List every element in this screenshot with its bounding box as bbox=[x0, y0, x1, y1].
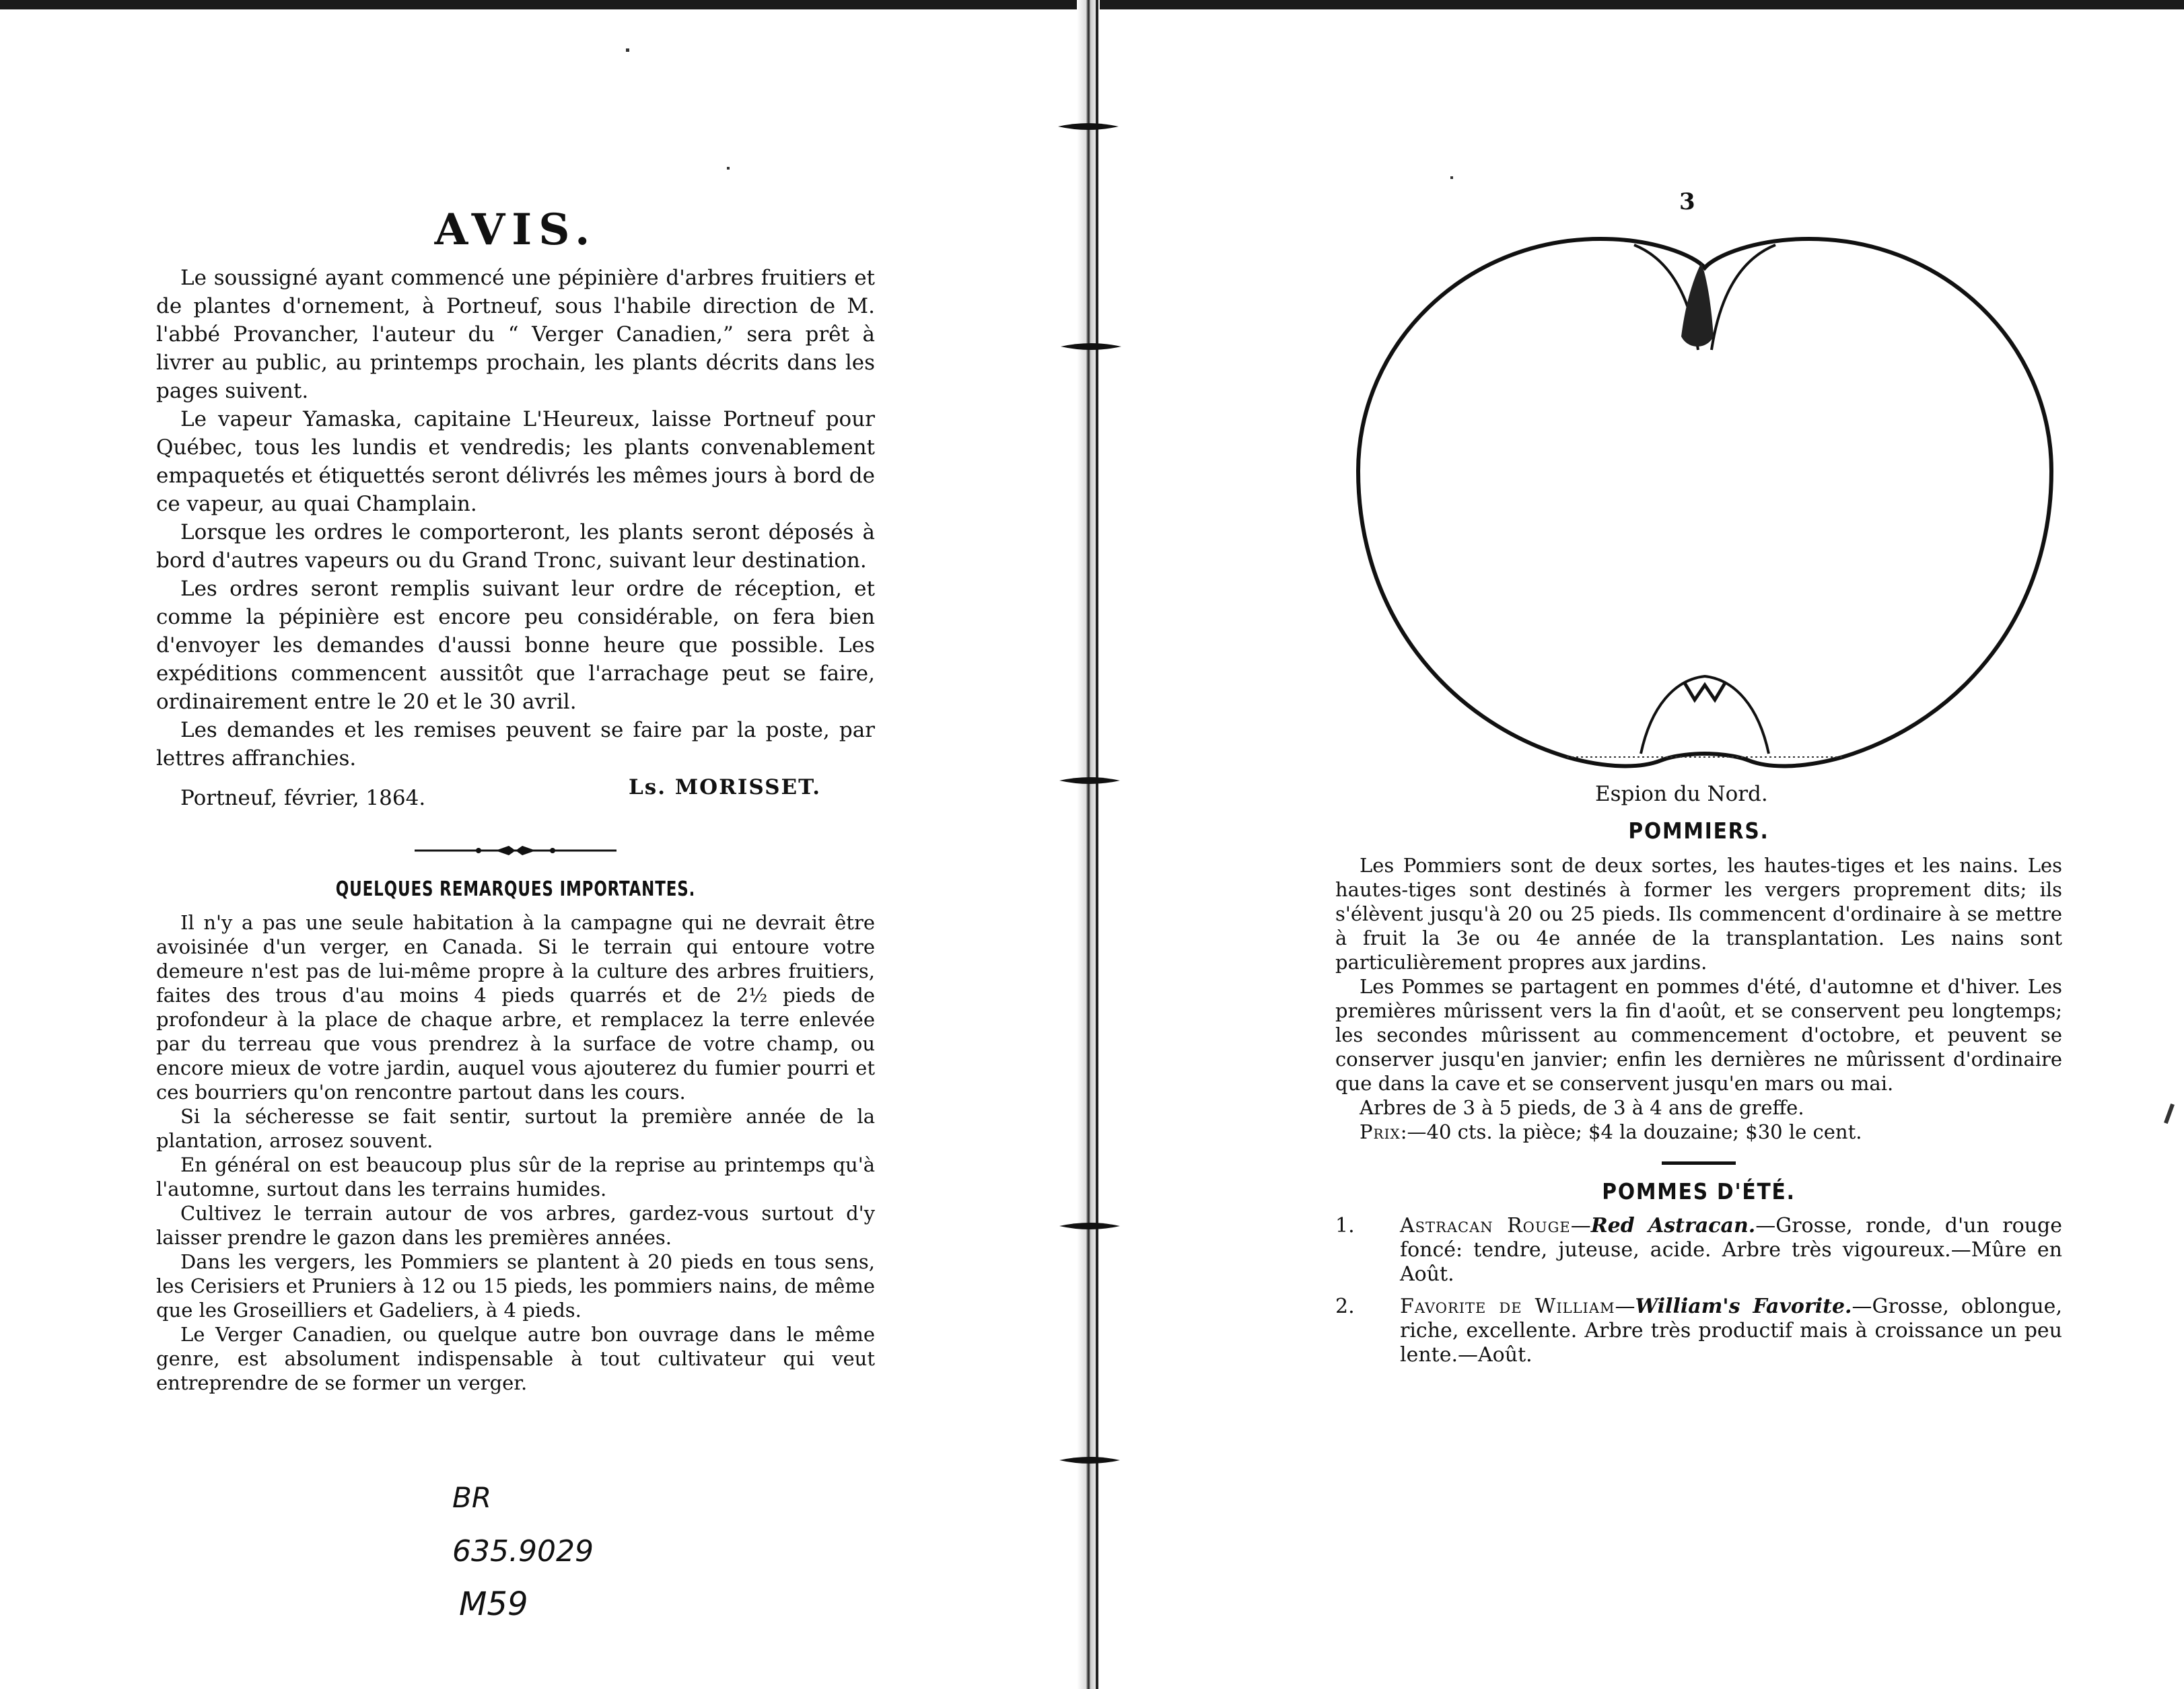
remarques-paragraph: En général on est beaucoup plus sûr de la reprise au printemps qu'à l'automne, surtout dans les terrains humides. bbox=[156, 1153, 875, 1200]
signature-row bbox=[156, 775, 875, 817]
remarques-paragraph: Il n'y a pas une seule habitation à la campagne qui ne devrait être avoisinée d'un verger, en Canada. Si le terrain qui entoure votre demeure n'est pas de lui-même propre à la culture des arbres fruitiers, faites des trous d'au moins 4 pieds quarrés et de 2½ pieds de profondeur à la place de chaque arbre, et remplacez la terre enlevée par du terreau que vous prendrez à la surface de votre champ, ou encore mieux de votre jardin, auquel vous ajouterez du fumier pourri et ces bourriers qu'on rencontre partout dans les cours. bbox=[156, 911, 875, 1104]
variety-english-name: William's Favorite. bbox=[1635, 1295, 1852, 1318]
pommes-ete-title: POMMES D'ÉTÉ. bbox=[1602, 1178, 1796, 1205]
place-date: Portneuf, février, 1864. bbox=[180, 786, 426, 810]
binding-line bbox=[1096, 0, 1098, 1689]
avis-paragraph: Les ordres seront remplis suivant leur ordre de réception, et comme la pépinière est encore peu considérable, on fera bien d'envoyer les demandes d'aussi bonne heure que possible. Les expéditions commencent aussitôt que l'arrachage peut se faire, ordinairement entre le 20 et le 30 avril. bbox=[156, 577, 875, 714]
left-column bbox=[156, 205, 875, 1395]
price-label: Prix bbox=[1360, 1120, 1401, 1143]
callno-line: 635.9029 bbox=[452, 1534, 594, 1569]
handwritten-call-number bbox=[452, 1474, 654, 1628]
variety-number: 2. bbox=[1335, 1295, 1355, 1318]
left-page bbox=[0, 0, 1077, 1689]
remarques-body bbox=[156, 910, 875, 1395]
scan-speck bbox=[727, 167, 730, 170]
page-number: 3 bbox=[1679, 188, 1695, 215]
variety-name: Favorite de William bbox=[1400, 1295, 1615, 1318]
avis-title: AVIS. bbox=[434, 205, 597, 255]
variety-dash: — bbox=[1570, 1214, 1591, 1237]
remarques-paragraph: Cultivez le terrain autour de vos arbres, gardez-vous surtout d'y laisser prendre le gazon dans les premières années. bbox=[156, 1202, 875, 1249]
pommiers-paragraph: Les Pommiers sont de deux sortes, les hautes-tiges et les nains. Les hautes-tiges sont destinés à former les vergers proprement dits; ils s'élèvent jusqu'à 20 ou 25 pieds. Ils commencent d'ordinaire à se mettre à fruit la 3e ou 4e année de la transplantation. Les nains sont particulièrement propres aux jardins. bbox=[1335, 854, 2062, 974]
variety-name: Astracan Rouge bbox=[1400, 1214, 1571, 1237]
variety-description: —Grosse, oblongue, riche, excellente. Arbre très productif mais à croissance un peu lente.—Août. bbox=[1400, 1295, 2062, 1367]
remarques-paragraph: Le Verger Canadien, ou quelque autre bon ouvrage dans le même genre, est absolument indispensable à tout cultivateur qui veut entreprendre de se former un verger. bbox=[156, 1323, 875, 1394]
callno-line: M59 bbox=[459, 1585, 528, 1623]
avis-paragraph: Le soussigné ayant commencé une pépinière d'arbres fruitiers et de plantes d'ornement, à Portneuf, sous l'habile direction de M. l'abbé Provancher, l'auteur du “ Verger Canadien,” sera prêt à livrer au public, au printemps prochain, les plants décrits dans les pages suivent. bbox=[156, 266, 875, 403]
pommiers-paragraph: Arbres de 3 à 5 pieds, de 3 à 4 ans de greffe. bbox=[1360, 1096, 1804, 1119]
ornamental-divider bbox=[156, 844, 875, 860]
avis-body bbox=[156, 264, 875, 772]
avis-paragraph: Lorsque les ordres le comporteront, les plants seront déposés à bord d'autres vapeurs ou du Grand Tronc, suivant leur destination. bbox=[156, 520, 875, 573]
variety-number: 1. bbox=[1335, 1214, 1355, 1237]
remarques-paragraph: Si la sécheresse se fait sentir, surtout la première année de la plantation, arrosez souvent. bbox=[156, 1105, 875, 1152]
avis-paragraph: Les demandes et les remises peuvent se faire par la poste, par lettres affranchies. bbox=[156, 718, 875, 770]
pommiers-paragraph: Les Pommes se partagent en pommes d'été, d'automne et d'hiver. Les premières mûrissent vers la fin d'août, et se conservent peu longtemps; les secondes mûrissent au commencement d'octobre, et peuvent se conserver jusqu'en janvier; enfin les dernières ne mûrissent d'ordinaire que dans la cave et se conservent jusqu'en mars ou mai. bbox=[1335, 975, 2062, 1095]
price-text: :—40 cts. la pièce; $4 la douzaine; $30 le cent. bbox=[1400, 1120, 1862, 1143]
variety-description: —Grosse, ronde, d'un rouge foncé: tendre, juteuse, acide. Arbre très vigoureux.—Mûre en Août. bbox=[1400, 1214, 2062, 1286]
variety-english-name: Red Astracan. bbox=[1590, 1214, 1756, 1237]
remarques-title: QUELQUES REMARQUES IMPORTANTES. bbox=[335, 877, 696, 901]
apple-illustration bbox=[1345, 236, 2065, 774]
remarques-paragraph: Dans les vergers, les Pommiers se plantent à 20 pieds en tous sens, les Cerisiers et Pruniers à 12 ou 15 pieds, les pommiers nains, de même que les Groseilliers et Gadeliers, à 4 pieds. bbox=[156, 1250, 875, 1322]
callno-line: BR bbox=[452, 1481, 491, 1514]
scan-speck bbox=[1450, 176, 1453, 179]
variety-dash: — bbox=[1615, 1295, 1635, 1318]
signature: Ls. MORISSET. bbox=[628, 775, 821, 799]
pommiers-title: POMMIERS. bbox=[1628, 818, 1769, 844]
figure-caption: Espion du Nord. bbox=[1595, 782, 1768, 806]
scan-speck bbox=[626, 48, 629, 52]
avis-paragraph: Le vapeur Yamaska, capitaine L'Heureux, laisse Portneuf pour Québec, tous les lundis et vendredis; les plants convenablement empaquetés et étiquettés seront délivrés les mêmes jours à bord de ce vapeur, au quai Champlain. bbox=[156, 407, 875, 516]
